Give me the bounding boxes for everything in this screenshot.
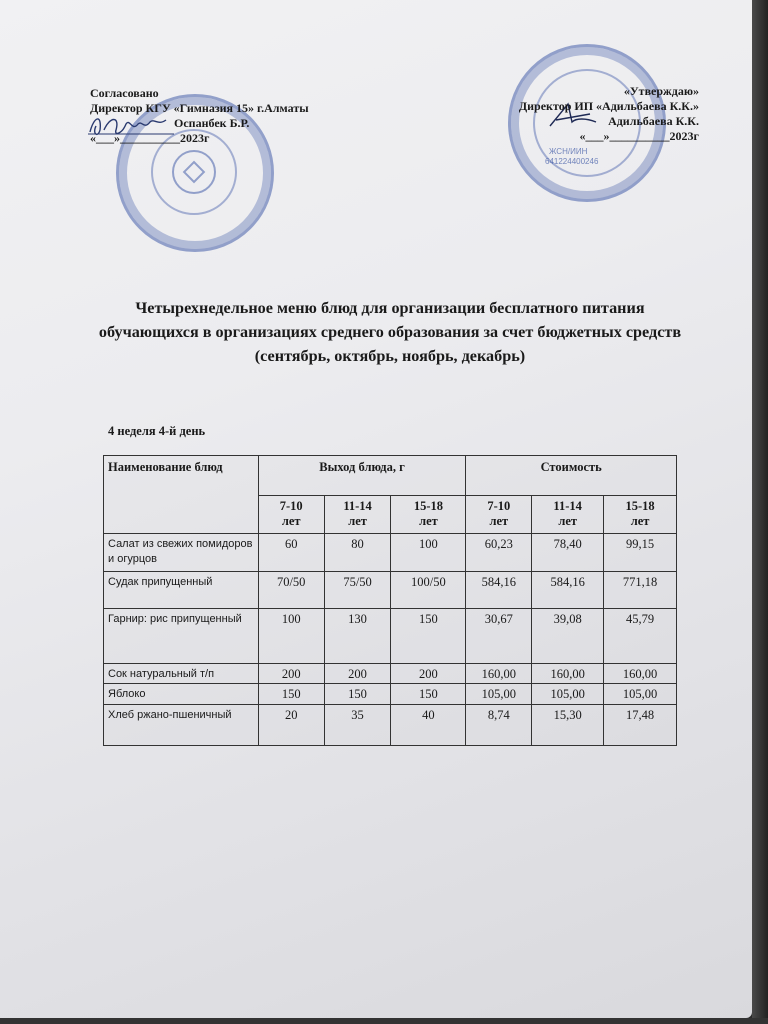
table-row: [104, 705, 677, 746]
cost-cell: 45,79: [604, 609, 677, 664]
dish-name: Судак припущенный: [104, 572, 259, 609]
approval-block-right: [493, 84, 699, 144]
cost-cell: 60,23: [466, 534, 532, 572]
table-row: [104, 684, 677, 705]
yield-cell: 35: [324, 705, 391, 746]
yield-cell: 75/50: [324, 572, 391, 609]
approval-left-position: Директор КГУ «Гимназия 15» г.Алматы: [90, 101, 309, 115]
table-row: [104, 534, 677, 572]
yield-cell: 40: [391, 705, 466, 746]
approval-right-signatory: Адильбаева К.К.: [608, 114, 699, 128]
age-range: 15-18: [625, 499, 655, 513]
yield-cell: 80: [324, 534, 391, 572]
cost-cell: 105,00: [604, 684, 677, 705]
day-label: 4 неделя 4-й день: [108, 424, 206, 438]
dish-name: Салат из свежих помидоров и огурцов: [104, 534, 259, 572]
approval-left-heading: Согласовано: [90, 86, 159, 100]
cost-cell: 771,18: [604, 572, 677, 609]
header-age-group: [258, 496, 324, 534]
approval-left-signatory: Оспанбек Б.Р.: [174, 116, 250, 130]
age-unit: лет: [348, 514, 367, 528]
approval-right-date: «___»__________2023г: [579, 129, 699, 143]
background-edge-bottom: [0, 1018, 768, 1024]
age-unit: лет: [489, 514, 509, 528]
header-cost: Стоимость: [466, 456, 677, 496]
table-row: [104, 572, 677, 609]
yield-cell: 20: [258, 705, 324, 746]
seal-id-label: ЖСН/ИИН: [549, 147, 588, 156]
seal-id-number: 641224400246: [545, 157, 599, 166]
approval-right-heading: «Утверждаю»: [623, 84, 699, 98]
age-range: 7-10: [487, 499, 511, 513]
cost-cell: 78,40: [532, 534, 604, 572]
cost-cell: 30,67: [466, 609, 532, 664]
cost-cell: 105,00: [466, 684, 532, 705]
yield-cell: 100/50: [391, 572, 466, 609]
cost-cell: 160,00: [466, 664, 532, 684]
yield-cell: 70/50: [258, 572, 324, 609]
yield-cell: 200: [324, 664, 391, 684]
age-range: 15-18: [413, 499, 443, 513]
cost-cell: 584,16: [532, 572, 604, 609]
cost-cell: 15,30: [532, 705, 604, 746]
header-age-group: [466, 496, 532, 534]
dish-name: Гарнир: рис припущенный: [104, 609, 259, 664]
header-dish-name: Наименование блюд: [104, 456, 259, 534]
yield-cell: 150: [258, 684, 324, 705]
header-yield: Выход блюда, г: [258, 456, 466, 496]
cost-cell: 160,00: [604, 664, 677, 684]
table-row: [104, 609, 677, 664]
yield-cell: 130: [324, 609, 391, 664]
state-emblem-icon: [172, 150, 216, 194]
yield-cell: 200: [391, 664, 466, 684]
header-age-group: [391, 496, 466, 534]
yield-cell: 100: [391, 534, 466, 572]
header-age-group: [324, 496, 391, 534]
yield-cell: 100: [258, 609, 324, 664]
dish-name: Яблоко: [104, 684, 259, 705]
yield-cell: 150: [391, 684, 466, 705]
approval-block-left: [90, 86, 309, 146]
table-row: [104, 664, 677, 684]
age-unit: лет: [630, 514, 650, 528]
cost-cell: 160,00: [532, 664, 604, 684]
dish-name: Сок натуральный т/п: [104, 664, 259, 684]
document-title: Четырехнедельное меню блюд для организации бесплатного питания обучающихся в организациях среднего образования за счет бюджетных средств (сентябрь, октябрь, ноябрь, декабрь): [98, 299, 682, 365]
cost-cell: 584,16: [466, 572, 532, 609]
header-age-group: [532, 496, 604, 534]
cost-cell: 105,00: [532, 684, 604, 705]
yield-cell: 150: [391, 609, 466, 664]
cost-cell: 8,74: [466, 705, 532, 746]
cost-cell: 99,15: [604, 534, 677, 572]
approval-right-position: Директор ИП «Адильбаева К.К.»: [518, 99, 699, 113]
yield-cell: 150: [324, 684, 391, 705]
background-edge: [752, 0, 768, 1024]
header-age-group: [604, 496, 677, 534]
cost-cell: 17,48: [604, 705, 677, 746]
table-header-row: [104, 456, 677, 496]
approval-left-date: «___»__________2023г: [90, 131, 210, 145]
yield-cell: 200: [258, 664, 324, 684]
menu-table: [103, 455, 677, 746]
age-unit: лет: [281, 514, 301, 528]
dish-name: Хлеб ржано-пшеничный: [104, 705, 259, 746]
age-unit: лет: [558, 514, 578, 528]
age-range: 11-14: [553, 499, 582, 513]
age-range: 7-10: [279, 499, 303, 513]
age-unit: лет: [419, 514, 438, 528]
cost-cell: 39,08: [532, 609, 604, 664]
age-range: 11-14: [343, 499, 372, 513]
yield-cell: 60: [258, 534, 324, 572]
